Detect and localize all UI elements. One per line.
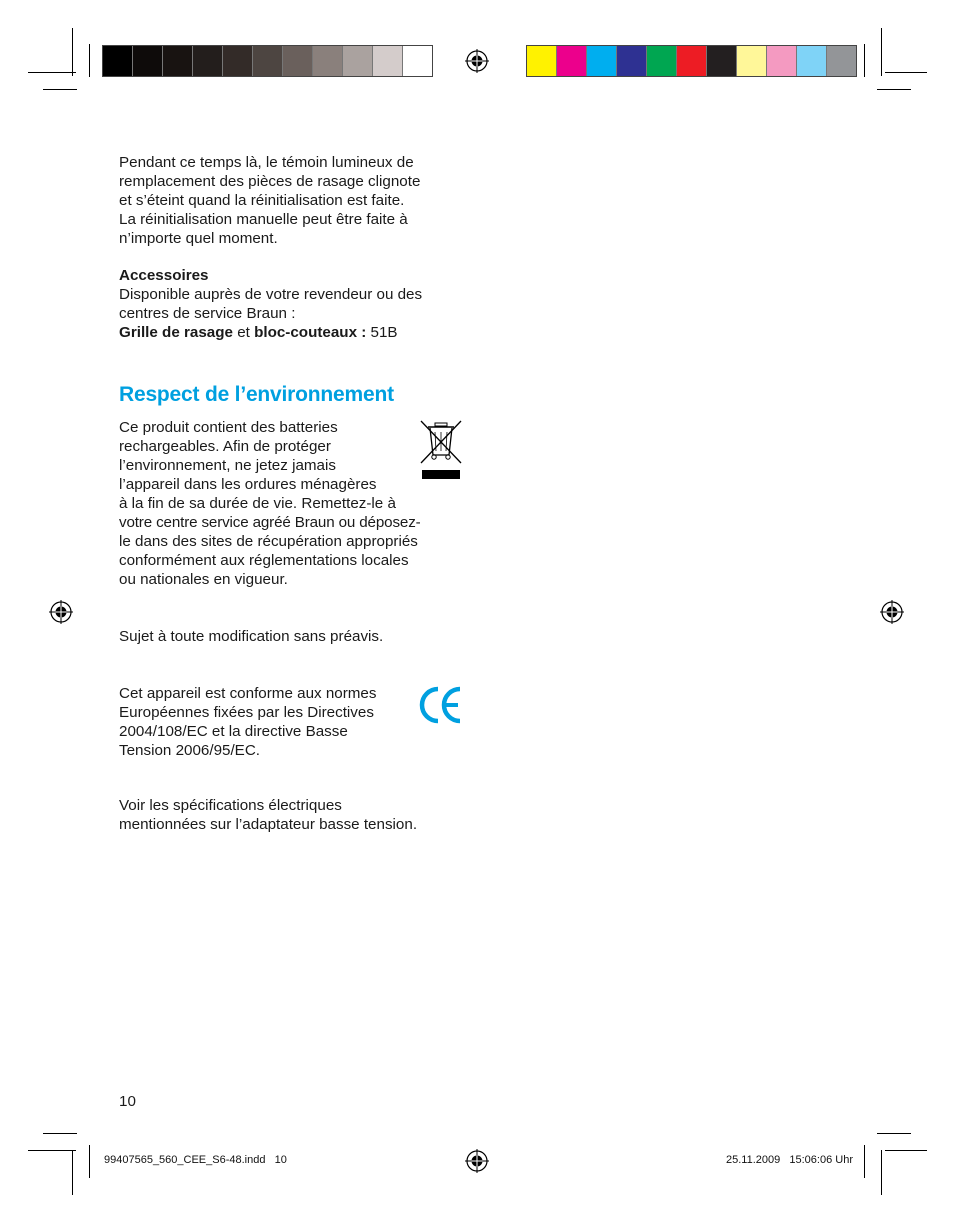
foil-part-label: Grille de rasage (119, 324, 233, 341)
text-line: Européennes fixées par les Directives (119, 704, 374, 721)
registration-mark-icon (465, 1149, 489, 1173)
cyan-swatch (587, 46, 617, 76)
text-line: ou nationales en vigueur. (119, 571, 288, 588)
crop-mark (881, 1150, 882, 1195)
crop-mark (89, 1145, 90, 1178)
weee-crossed-bin-icon (419, 419, 463, 486)
section-heading: Respect de l’environnement (119, 383, 394, 406)
accessories-title: Accessoires (119, 267, 209, 284)
gray-swatch (103, 46, 133, 76)
text-line: La réinitialisation manuelle peut être faite à (119, 211, 408, 228)
text-line: Tension 2006/95/EC. (119, 742, 261, 759)
registration-mark-icon (880, 600, 904, 624)
accessories-section (119, 266, 469, 342)
text-line: centres de service Braun : (119, 305, 296, 322)
yellow-swatch (527, 46, 557, 76)
notice-text: Sujet à toute modification sans préavis. (119, 628, 384, 645)
text-line: Ce produit contient des batteries (119, 419, 338, 436)
blue-swatch (617, 46, 647, 76)
black-swatch (707, 46, 737, 76)
pink-swatch (767, 46, 797, 76)
text-line: remplacement des pièces de rasage clignote (119, 173, 421, 190)
crop-mark (885, 72, 927, 73)
text-line: le dans des sites de récupération appropriés (119, 533, 418, 550)
text-line: Pendant ce temps là, le témoin lumineux de (119, 154, 414, 171)
text-line: votre centre service agréé Braun ou déposez- (119, 514, 421, 531)
text-line: 2004/108/EC et la directive Basse (119, 723, 348, 740)
electrical-paragraph (119, 796, 469, 834)
footer-timestamp: 25.11.2009 15:06:06 Uhr (725, 1154, 853, 1166)
crop-mark (877, 89, 911, 90)
light-cyan-swatch (797, 46, 827, 76)
text-line: n’importe quel moment. (119, 230, 278, 247)
gray-swatch (283, 46, 313, 76)
grayscale-color-bar (102, 45, 433, 77)
text-line: Voir les spécifications électriques (119, 797, 342, 814)
ce-mark-icon (418, 685, 464, 730)
page-number: 10 (119, 1093, 136, 1110)
text-line: Cet appareil est conforme aux normes (119, 685, 377, 702)
crop-mark (72, 1150, 73, 1195)
crop-mark (877, 1133, 911, 1134)
footer-filename: 99407565_560_CEE_S6-48.indd 10 (104, 1154, 287, 1166)
text-line: conformément aux réglementations locales (119, 552, 409, 569)
crop-mark (28, 1150, 76, 1151)
intro-paragraph (119, 153, 469, 248)
text-line: Disponible auprès de votre revendeur ou des (119, 286, 423, 303)
text-line: à la fin de sa durée de vie. Remettez-le à (119, 495, 396, 512)
crop-mark (43, 89, 77, 90)
accessories-parts-line (119, 323, 469, 342)
gray-swatch (827, 46, 856, 76)
crop-mark (89, 44, 90, 77)
gray-swatch (253, 46, 283, 76)
text-line: l’appareil dans les ordures ménagères (119, 476, 377, 493)
part-code: 51B (366, 324, 398, 341)
gray-swatch (193, 46, 223, 76)
crop-mark (885, 1150, 927, 1151)
gray-swatch (133, 46, 163, 76)
green-swatch (647, 46, 677, 76)
crop-mark (864, 44, 865, 77)
gray-swatch (343, 46, 373, 76)
crop-mark (881, 28, 882, 76)
gray-swatch (373, 46, 403, 76)
text-line: l’environnement, ne jetez jamais (119, 457, 336, 474)
gray-swatch (313, 46, 343, 76)
gray-swatch (403, 46, 432, 76)
gray-swatch (223, 46, 253, 76)
text-line: mentionnées sur l’adaptateur basse tension. (119, 816, 418, 833)
conformity-paragraph (119, 684, 419, 760)
crop-mark (28, 72, 76, 73)
crop-mark (43, 1133, 77, 1134)
cutter-part-label: bloc-couteaux : (254, 324, 367, 341)
process-color-bar (526, 45, 857, 77)
crop-mark (864, 1145, 865, 1178)
red-swatch (677, 46, 707, 76)
crop-mark (72, 28, 73, 76)
gray-swatch (163, 46, 193, 76)
registration-mark-icon (49, 600, 73, 624)
text-line: rechargeables. Afin de protéger (119, 438, 331, 455)
registration-mark-icon (465, 49, 489, 73)
conjunction: et (232, 324, 255, 341)
text-line: et s’éteint quand la réinitialisation est faite. (119, 192, 405, 209)
light-yellow-swatch (737, 46, 767, 76)
magenta-swatch (557, 46, 587, 76)
